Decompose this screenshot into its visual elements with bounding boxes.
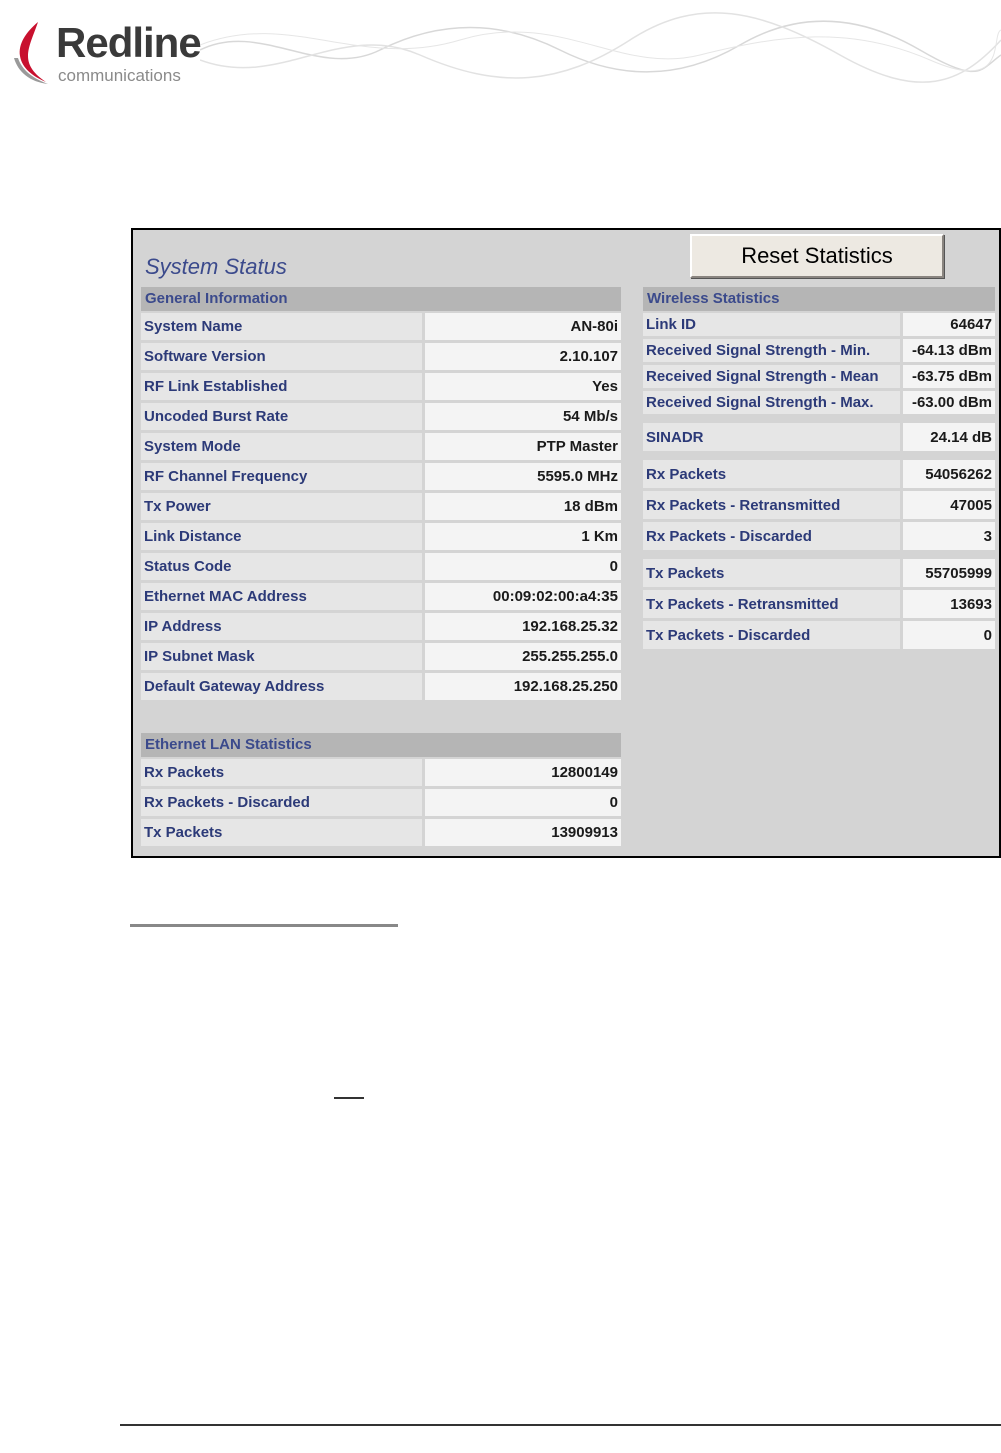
row-label: Link ID: [643, 313, 903, 339]
row-value: 54 Mb/s: [425, 403, 621, 433]
row-label: Status Code: [141, 553, 425, 583]
row-label: Tx Packets - Retransmitted: [643, 590, 903, 621]
table-row: [141, 403, 621, 433]
row-label: IP Subnet Mask: [141, 643, 425, 673]
row-label: SINADR: [643, 423, 903, 454]
table-row: [141, 553, 621, 583]
table-row: [141, 343, 621, 373]
brand-name: Redline: [56, 19, 201, 66]
row-label: Rx Packets - Retransmitted: [643, 491, 903, 522]
row-value: 1 Km: [425, 523, 621, 553]
row-label: Received Signal Strength - Mean: [643, 365, 903, 391]
table-row: [643, 621, 995, 652]
wireless-statistics-header: Wireless Statistics: [643, 287, 995, 311]
table-row: [643, 339, 995, 365]
wireless-statistics-table: [643, 313, 995, 652]
row-label: Rx Packets - Discarded: [643, 522, 903, 553]
row-value: PTP Master: [425, 433, 621, 463]
general-information-table: [141, 313, 621, 703]
row-label: IP Address: [141, 613, 425, 643]
table-row: [141, 313, 621, 343]
row-value: 64647: [903, 313, 995, 339]
table-row: [141, 759, 621, 789]
company-logo: [4, 14, 224, 86]
row-value: 2.10.107: [425, 343, 621, 373]
table-row: [643, 559, 995, 590]
row-value: 00:09:02:00:a4:35: [425, 583, 621, 613]
row-label: Rx Packets - Discarded: [141, 789, 425, 819]
row-value: 55705999: [903, 559, 995, 590]
row-value: -63.00 dBm: [903, 391, 995, 417]
row-label: Rx Packets: [141, 759, 425, 789]
row-label: Link Distance: [141, 523, 425, 553]
row-value: Yes: [425, 373, 621, 403]
row-value: 5595.0 MHz: [425, 463, 621, 493]
general-information-header: General Information: [141, 287, 621, 311]
row-label: RF Link Established: [141, 373, 425, 403]
table-row: [643, 460, 995, 491]
row-label: Ethernet MAC Address: [141, 583, 425, 613]
table-row: [643, 391, 995, 417]
table-row: [141, 463, 621, 493]
table-row: [141, 673, 621, 703]
row-label: Default Gateway Address: [141, 673, 425, 703]
table-row: [141, 373, 621, 403]
brand-subtitle: communications: [58, 66, 181, 85]
row-label: Received Signal Strength - Max.: [643, 391, 903, 417]
row-value: -64.13 dBm: [903, 339, 995, 365]
panel-title: System Status: [145, 254, 287, 279]
row-value: 0: [425, 553, 621, 583]
table-row: [141, 789, 621, 819]
row-value: -63.75 dBm: [903, 365, 995, 391]
row-label: Tx Packets - Discarded: [643, 621, 903, 652]
row-value: AN-80i: [425, 313, 621, 343]
row-value: 192.168.25.250: [425, 673, 621, 703]
section-divider: [130, 924, 398, 927]
row-label: System Mode: [141, 433, 425, 463]
row-label: RF Channel Frequency: [141, 463, 425, 493]
table-row: [643, 365, 995, 391]
system-status-panel: [131, 228, 1001, 858]
row-value: 0: [903, 621, 995, 652]
table-row: [141, 583, 621, 613]
row-label: Uncoded Burst Rate: [141, 403, 425, 433]
short-rule: [334, 1097, 364, 1099]
table-row: [643, 590, 995, 621]
row-label: Software Version: [141, 343, 425, 373]
reset-statistics-button[interactable]: Reset Statistics: [690, 234, 944, 278]
row-value: 12800149: [425, 759, 621, 789]
table-row: [643, 423, 995, 454]
ethernet-lan-statistics-header: Ethernet LAN Statistics: [141, 733, 621, 757]
row-label: Tx Packets: [643, 559, 903, 590]
row-value: 13909913: [425, 819, 621, 849]
row-label: Tx Packets: [141, 819, 425, 849]
row-label: Tx Power: [141, 493, 425, 523]
redline-logo-mark-icon: [8, 18, 54, 86]
row-value: 255.255.255.0: [425, 643, 621, 673]
table-row: [643, 313, 995, 339]
row-label: System Name: [141, 313, 425, 343]
table-row: [141, 819, 621, 849]
row-value: 0: [425, 789, 621, 819]
row-value: 18 dBm: [425, 493, 621, 523]
ethernet-lan-statistics-table: [141, 759, 621, 849]
row-label: Received Signal Strength - Min.: [643, 339, 903, 365]
row-value: 192.168.25.32: [425, 613, 621, 643]
table-row: [141, 493, 621, 523]
table-row: [141, 433, 621, 463]
table-row: [141, 523, 621, 553]
table-row: [141, 643, 621, 673]
row-value: 3: [903, 522, 995, 553]
row-label: Rx Packets: [643, 460, 903, 491]
row-value: 13693: [903, 590, 995, 621]
row-value: 47005: [903, 491, 995, 522]
header-wave-decoration: [200, 0, 1001, 95]
table-row: [141, 613, 621, 643]
row-value: 24.14 dB: [903, 423, 995, 454]
footer-divider: [120, 1424, 1001, 1426]
table-row: [643, 522, 995, 553]
row-value: 54056262: [903, 460, 995, 491]
table-row: [643, 491, 995, 522]
